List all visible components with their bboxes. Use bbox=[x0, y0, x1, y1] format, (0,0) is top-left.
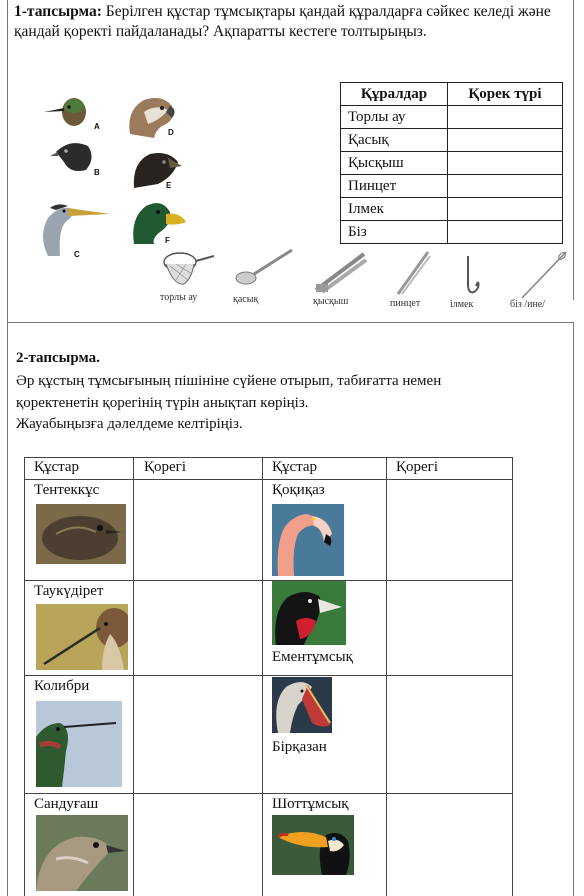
bird-name-grosbeak: Ементұмсық bbox=[272, 649, 353, 665]
birds-header-food-right: Қорегі bbox=[396, 459, 438, 475]
bird-name-flamingo: Қоқиқаз bbox=[272, 482, 325, 498]
duck-head-image bbox=[130, 198, 186, 246]
tools-row-label: Пинцет bbox=[341, 175, 448, 198]
pigeon-head-image bbox=[50, 138, 100, 174]
nightjar-photo bbox=[36, 504, 126, 564]
task2-instructions bbox=[16, 371, 556, 436]
grosbeak-photo bbox=[272, 581, 346, 645]
tools-row-label: Ілмек bbox=[341, 198, 448, 221]
birds-header-birds-left: Құстар bbox=[34, 459, 80, 475]
heron-head-image bbox=[28, 196, 112, 258]
task2-heading: 2-тапсырма. bbox=[16, 350, 100, 366]
tools-row-label: Торлы ау bbox=[341, 106, 448, 129]
tools-food-cell[interactable] bbox=[448, 175, 563, 198]
bird-letter-a: A bbox=[94, 122, 100, 131]
section-divider bbox=[7, 322, 574, 323]
tools-food-cell[interactable] bbox=[448, 106, 563, 129]
tweezers-icon bbox=[394, 248, 434, 296]
birds-header-birds-right: Құстар bbox=[272, 459, 318, 475]
hummingbird-head-image bbox=[42, 92, 98, 132]
flamingo-photo bbox=[272, 504, 344, 576]
tool-label-net: торлы ау bbox=[160, 292, 198, 303]
tool-label-tongs: қысқыш bbox=[313, 296, 349, 307]
bird-letter-e: E bbox=[166, 181, 172, 190]
bird-name-toucan: Шоттұмсық bbox=[272, 796, 349, 812]
nightingale-photo bbox=[36, 815, 128, 891]
bird-letter-f: F bbox=[165, 236, 170, 245]
tool-label-spoon: қасық bbox=[233, 294, 259, 305]
birds-header-food-left: Қорегі bbox=[144, 459, 186, 475]
tools-header-tools: Құралдар bbox=[341, 83, 448, 106]
spoon-icon bbox=[234, 246, 294, 290]
hummingbird-photo bbox=[36, 701, 122, 787]
bird-name-nightingale: Сандуғаш bbox=[34, 796, 99, 812]
snipe-photo bbox=[36, 604, 128, 670]
task1-instructions bbox=[14, 2, 554, 42]
tongs-icon bbox=[314, 248, 368, 294]
tool-label-tweezers: пинцет bbox=[390, 298, 421, 309]
bird-letter-c: C bbox=[74, 250, 80, 259]
tools-row-label: Қасық bbox=[341, 129, 448, 152]
task2-line3: Жауабыңызға дәлелдеме келтіріңіз. bbox=[16, 416, 243, 432]
net-icon bbox=[162, 250, 214, 290]
tools-row-label: Біз bbox=[341, 221, 448, 244]
page-border-right bbox=[573, 0, 574, 300]
tools-food-cell[interactable] bbox=[448, 152, 563, 175]
tools-row-label: Қысқыш bbox=[341, 152, 448, 175]
tools-food-cell[interactable] bbox=[448, 129, 563, 152]
bird-name-hummingbird: Колибри bbox=[34, 678, 90, 694]
task1-text: Берілген құстар тұмсықтары қандай құралдарға сәйкес келеді және қандай қоректі пайдаланады? Ақпаратты кестеге толтырыңыз. bbox=[14, 3, 551, 40]
awl-needle-icon bbox=[520, 250, 568, 300]
tools-food-cell[interactable] bbox=[448, 221, 563, 244]
bird-name-pelican: Бірқазан bbox=[272, 739, 327, 755]
tool-label-awl: біз /ине/ bbox=[510, 299, 546, 310]
tools-table bbox=[340, 82, 563, 244]
bird-name-snipe: Таукүдірет bbox=[34, 583, 104, 599]
pelican-photo bbox=[272, 677, 332, 733]
tools-header-food: Қорек түрі bbox=[448, 83, 563, 106]
page-border-right-lower bbox=[573, 322, 574, 896]
finch-head-image bbox=[130, 148, 182, 192]
task1-label: 1-тапсырма: bbox=[14, 3, 102, 20]
tools-food-cell[interactable] bbox=[448, 198, 563, 221]
bird-name-nightjar: Тентеккұс bbox=[34, 482, 100, 498]
task2-line2: қоректенетін қорегінің түрін анықтап көріңіз. bbox=[16, 394, 309, 411]
tool-label-hook: ілмек bbox=[450, 299, 474, 310]
page-border-left bbox=[7, 0, 8, 896]
hook-icon bbox=[454, 254, 484, 298]
toucan-photo bbox=[272, 815, 354, 875]
bird-letter-d: D bbox=[168, 128, 174, 137]
bird-letter-b: B bbox=[94, 168, 100, 177]
task2-line1: Әр құстың тұмсығының пішініне сүйене отырып, табиғатта немен bbox=[16, 373, 442, 389]
